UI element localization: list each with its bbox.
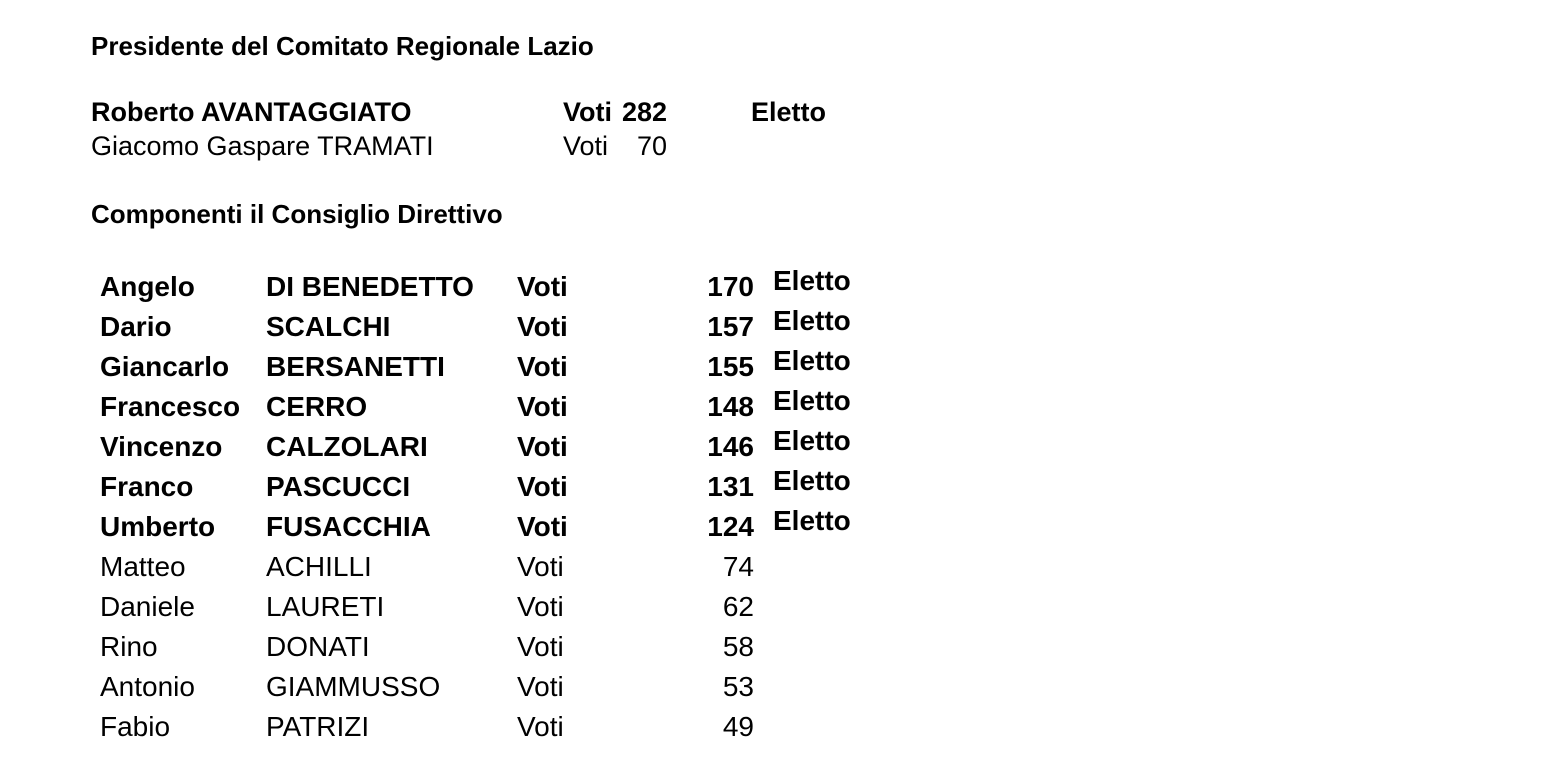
council-member-votes-label: Voti <box>517 511 568 542</box>
council-member-status: Eletto <box>773 505 851 536</box>
council-member-first-name: Daniele <box>100 591 195 622</box>
council-member-first-name: Umberto <box>100 511 216 542</box>
council-member-votes-value: 131 <box>707 471 754 502</box>
council-member-row <box>0 505 900 549</box>
council-member-votes-label: Voti <box>517 391 568 422</box>
council-member-first-name: Rino <box>100 631 158 662</box>
council-member-first-name: Dario <box>100 311 172 342</box>
president-votes-label: Voti <box>563 131 609 161</box>
council-member-votes-value: 155 <box>707 351 754 382</box>
council-member-row <box>0 633 900 669</box>
council-member-first-name: Francesco <box>100 391 241 422</box>
council-member-row <box>0 345 900 389</box>
council-member-row <box>0 305 900 349</box>
council-member-votes-label: Voti <box>517 631 564 662</box>
council-member-votes-value: 157 <box>707 311 754 342</box>
council-member-row <box>0 425 900 469</box>
council-member-votes-value: 124 <box>707 511 754 542</box>
council-member-votes-label: Voti <box>517 431 568 462</box>
council-member-last-name: GIAMMUSSO <box>266 671 441 702</box>
council-member-votes-label: Voti <box>517 711 564 742</box>
council-member-status: Eletto <box>773 265 851 296</box>
council-member-last-name: BERSANETTI <box>266 351 445 382</box>
council-member-votes-value: 74 <box>722 551 754 582</box>
council-member-votes-label: Voti <box>517 311 568 342</box>
council-member-row <box>0 713 900 749</box>
council-member-last-name: ACHILLI <box>266 551 372 582</box>
council-member-row <box>0 265 900 309</box>
council-member-last-name: FUSACCHIA <box>266 511 431 542</box>
president-votes-label: Voti <box>563 97 612 127</box>
council-member-status: Eletto <box>773 425 851 456</box>
council-member-status: Eletto <box>773 385 851 416</box>
council-member-last-name: DI BENEDETTO <box>266 271 474 302</box>
council-member-first-name: Giancarlo <box>100 351 230 382</box>
council-member-votes-label: Voti <box>517 351 568 382</box>
council-member-votes-value: 146 <box>707 431 754 462</box>
president-status: Eletto <box>751 97 827 127</box>
council-member-votes-label: Voti <box>517 471 568 502</box>
council-member-votes-value: 49 <box>722 711 754 742</box>
council-member-status: Eletto <box>773 465 851 496</box>
president-section-title: Presidente del Comitato Regionale Lazio <box>91 31 594 61</box>
council-member-row <box>0 385 900 429</box>
council-member-last-name: SCALCHI <box>266 311 391 342</box>
president-votes-value: 282 <box>622 97 668 127</box>
president-candidate-name: Roberto AVANTAGGIATO <box>91 97 412 127</box>
council-member-votes-label: Voti <box>517 671 564 702</box>
council-member-row <box>0 553 900 589</box>
council-member-last-name: CALZOLARI <box>266 431 428 462</box>
council-member-votes-value: 53 <box>722 671 754 702</box>
council-member-row <box>0 465 900 509</box>
council-member-last-name: DONATI <box>266 631 370 662</box>
council-member-status: Eletto <box>773 345 851 376</box>
council-member-last-name: LAURETI <box>266 591 385 622</box>
council-member-votes-value: 58 <box>722 631 754 662</box>
council-member-last-name: PATRIZI <box>266 711 370 742</box>
council-section-title: Componenti il Consiglio Direttivo <box>91 199 503 229</box>
council-member-first-name: Angelo <box>100 271 195 302</box>
council-member-status: Eletto <box>773 305 851 336</box>
president-candidate-name: Giacomo Gaspare TRAMATI <box>91 131 434 161</box>
council-member-votes-value: 148 <box>707 391 754 422</box>
council-member-first-name: Matteo <box>100 551 186 582</box>
council-member-votes-value: 62 <box>722 591 754 622</box>
council-member-first-name: Antonio <box>100 671 195 702</box>
council-member-votes-label: Voti <box>517 591 564 622</box>
council-member-last-name: CERRO <box>266 391 368 422</box>
president-votes-value: 70 <box>637 131 668 161</box>
council-member-votes-label: Voti <box>517 271 568 302</box>
council-member-first-name: Fabio <box>100 711 171 742</box>
council-member-last-name: PASCUCCI <box>266 471 411 502</box>
council-member-first-name: Vincenzo <box>100 431 223 462</box>
council-member-votes-label: Voti <box>517 551 564 582</box>
council-member-first-name: Franco <box>100 471 194 502</box>
council-member-row <box>0 673 900 709</box>
council-member-votes-value: 170 <box>707 271 754 302</box>
council-member-row <box>0 593 900 629</box>
